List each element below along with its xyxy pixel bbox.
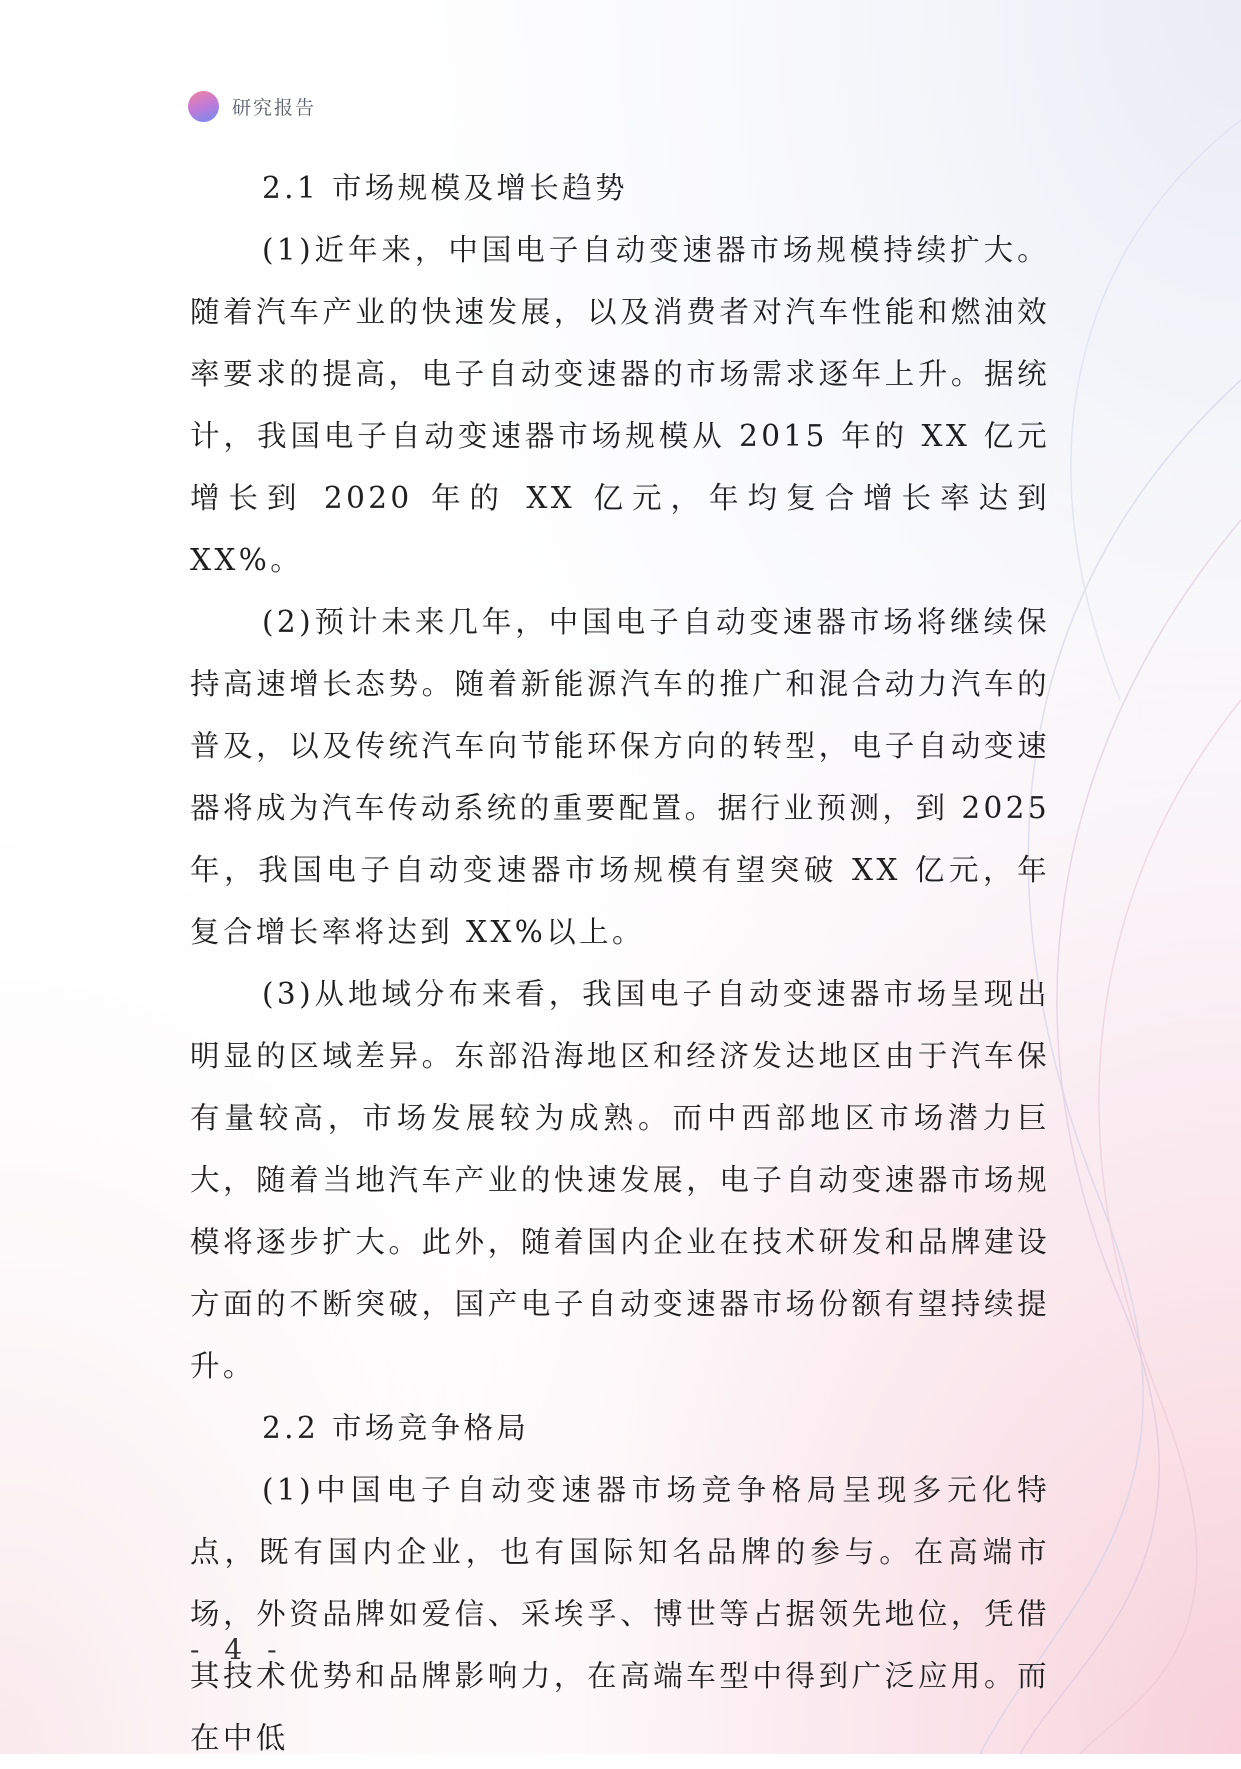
header-title: 研究报告 — [232, 96, 317, 119]
paragraph-2-1-3: (3)从地域分布来看，我国电子自动变速器市场呈现出明显的区域差异。东部沿海地区和经济发达地区由于汽车保有量较高，市场发展较为成熟。而中西部地区市场潜力巨大，随着当地汽车产业的快速发展，电子自动变速器市场规模将逐步扩大。此外，随着国内企业在技术研发和品牌建设方面的不断突破，国产电子自动变速器市场份额有望持续提升。 — [190, 977, 1050, 1383]
report-header — [188, 90, 316, 122]
section-heading-2-1: 2.1 市场规模及增长趋势 — [262, 171, 628, 205]
section-heading-2-2: 2.2 市场竞争格局 — [262, 1411, 530, 1445]
document-body — [190, 157, 1050, 1769]
paragraph-2-1-2: (2)预计未来几年，中国电子自动变速器市场将继续保持高速增长态势。随着新能源汽车的推广和混合动力汽车的普及，以及传统汽车向节能环保方向的转型，电子自动变速器将成为汽车传动系统的重要配置。据行业预测，到 2025 年，我国电子自动变速器市场规模有望突破 XX 亿元，年复合增长率将达到 XX%以上。 — [190, 605, 1050, 949]
paragraph-2-1-1: (1)近年来，中国电子自动变速器市场规模持续扩大。随着汽车产业的快速发展，以及消费者对汽车性能和燃油效率要求的提高，电子自动变速器的市场需求逐年上升。据统计，我国电子自动变速器市场规模从 2015 年的 XX 亿元增长到 2020 年的 XX 亿元，年均复合增长率达到 XX%。 — [190, 233, 1050, 577]
page-number: - 4 - — [190, 1633, 285, 1666]
logo-circle-icon — [188, 91, 219, 122]
paragraph-2-2-1: (1)中国电子自动变速器市场竞争格局呈现多元化特点，既有国内企业，也有国际知名品牌的参与。在高端市场，外资品牌如爱信、采埃孚、博世等占据领先地位，凭借其技术优势和品牌影响力，在高端车型中得到广泛应用。而在中低 — [190, 1473, 1050, 1755]
